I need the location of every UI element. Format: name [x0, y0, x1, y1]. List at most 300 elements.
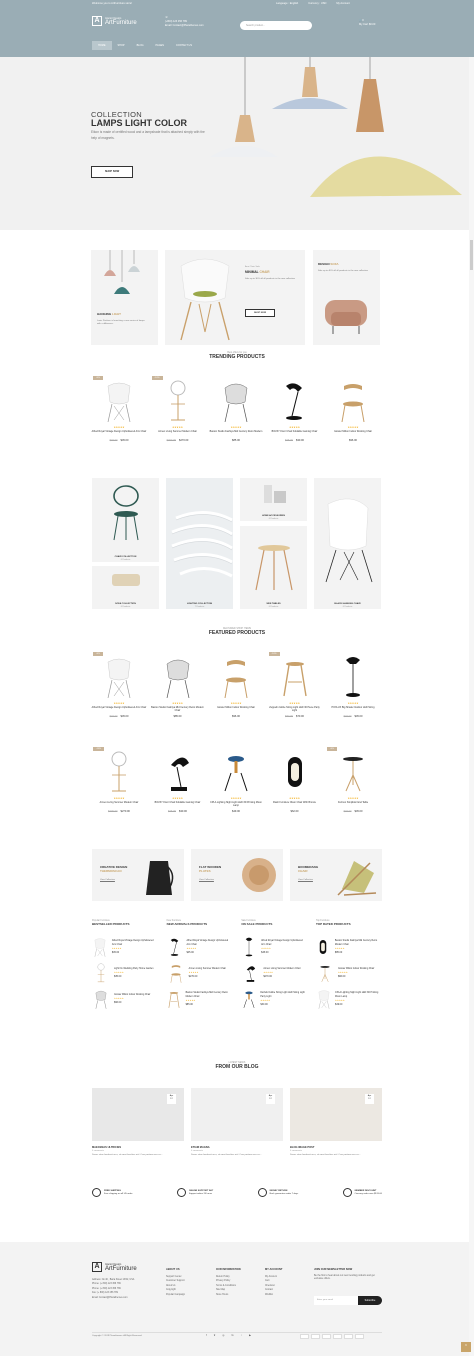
footer-heading: MY ACCOUNT: [265, 1268, 283, 1271]
google-plus-icon[interactable]: G: [231, 1334, 234, 1337]
list-item[interactable]: [241, 986, 307, 1012]
footer-link[interactable]: Terms & Conditions: [216, 1284, 236, 1287]
list-item-text: [261, 940, 307, 953]
sale-badge: -5%: [93, 376, 103, 380]
product-name[interactable]: Darbold Globe String Light LED String Light Party Light: [260, 992, 305, 998]
product-name[interactable]: Alfred Royal Vintage Design Upholstered Arm Chair: [91, 430, 147, 433]
blog-date: [365, 1094, 374, 1104]
product-image[interactable]: [91, 747, 147, 793]
product-card[interactable]: [91, 747, 147, 813]
footer-link[interactable]: Support Center: [166, 1276, 182, 1278]
blog-date-month: Apr: [169, 1095, 174, 1097]
discount-icon: [343, 1188, 352, 1197]
list-subtitle: Sale Furniture: [241, 920, 256, 922]
newsletter-desc: Be the first to hear about our new trending products and get exclusive offers.: [314, 1275, 375, 1281]
product-name[interactable]: Armen Living Summer Modern Chair: [188, 967, 226, 970]
rating-stars-icon: ★★★★★: [113, 426, 125, 429]
blog-title[interactable]: MAECENAS ULTRICIES: [92, 1146, 122, 1149]
footer-contact: [92, 1278, 157, 1300]
back-to-top-icon[interactable]: ⌃: [461, 1342, 471, 1352]
category-sofa[interactable]: [92, 566, 159, 609]
blog-image[interactable]: [191, 1088, 283, 1141]
list-title: BESTSELLER PRODUCTS: [92, 922, 130, 926]
product-name[interactable]: BOVZY Floor Chair Foldable Gaming Chair: [271, 430, 318, 433]
header-email: Email: Contact@Plazathemes.com: [165, 24, 204, 27]
rating-stars-icon: ★★★★★: [263, 972, 274, 975]
featured-header: [0, 627, 474, 636]
sofa-image: [110, 572, 142, 590]
phone-icon: ☏: [165, 16, 169, 19]
service-item: [177, 1188, 213, 1197]
footer-link[interactable]: Checkout: [265, 1284, 275, 1287]
banner-hanging-light[interactable]: [91, 250, 158, 345]
amex-icon: [344, 1334, 353, 1339]
product-image[interactable]: [208, 376, 264, 422]
product-card[interactable]: [91, 376, 147, 442]
footer-link[interactable]: Site Map: [216, 1289, 226, 1292]
blog-title[interactable]: BLOG IMAGE POST: [290, 1146, 315, 1149]
rating-stars-icon: ★★★★★: [230, 702, 242, 705]
product-thumbnail[interactable]: [167, 938, 183, 956]
category-label: SIDE TABLES: [266, 603, 281, 605]
product-image[interactable]: [208, 747, 264, 793]
list-item[interactable]: [92, 960, 158, 986]
product-price: $49.00: [232, 810, 240, 813]
top-bar: [0, 0, 474, 7]
product-thumbnail[interactable]: [241, 964, 259, 982]
logo-icon: A: [92, 1262, 102, 1272]
product-card[interactable]: [91, 652, 147, 718]
blog-subtitle: LATEST NEWS: [228, 1061, 246, 1064]
category-count: 7 Products: [194, 606, 205, 608]
product-name[interactable]: Zeppelin Globe String Light LED 30 Piece Party Light: [269, 706, 320, 713]
promo-plates[interactable]: [191, 849, 283, 901]
list-item[interactable]: [167, 934, 233, 960]
category-label: CHAIR COLLECTION: [114, 556, 137, 558]
product-name[interactable]: Gioster Milton Indoor Rocking Chair: [114, 993, 151, 996]
footer-link[interactable]: Cart: [265, 1280, 270, 1283]
logo-text: ArtFurniture: [105, 1265, 137, 1272]
footer-phone: Phone: (+ 800) 123 456 789: [92, 1283, 121, 1286]
footer-link[interactable]: About Us: [166, 1284, 176, 1287]
list-item-text: [186, 992, 233, 1005]
rating-stars-icon: ★★★★★: [114, 998, 124, 1001]
product-price-row: [91, 715, 147, 718]
discover-icon: [333, 1334, 342, 1339]
list-header: [316, 920, 382, 926]
hero-desc: Eikon is made of certified wood and a lampshade that is attached simply with the help of magnets.: [91, 130, 205, 140]
product-image[interactable]: [325, 652, 381, 698]
facebook-icon[interactable]: f: [206, 1334, 207, 1337]
product-price: $30.00: [260, 1002, 268, 1006]
side-table-image: [250, 536, 298, 592]
blog-image[interactable]: [290, 1088, 382, 1141]
cart[interactable]: [359, 19, 375, 26]
blog-post[interactable]: [191, 1088, 283, 1157]
chair-image: [322, 494, 374, 584]
product-price: $96.00: [232, 715, 240, 718]
banner-right-desc: Sale up to 40% off all products in the new collection: [318, 270, 368, 272]
welcome-text: Welcome you to ArtFurniture store!: [92, 2, 133, 5]
banner-minimal-chair[interactable]: [165, 250, 305, 345]
banner-left-title: HANGING LIGHT: [97, 312, 122, 316]
list-item-text: [112, 940, 158, 953]
twitter-icon[interactable]: ♥: [213, 1334, 216, 1337]
product-name[interactable]: Alfred Royal Vintage Design Upholstered Arm Chair: [111, 940, 154, 946]
paypal-icon: [300, 1334, 309, 1339]
rating-stars-icon: ★★★★★: [289, 426, 300, 429]
product-card[interactable]: [150, 747, 206, 813]
trending-subtitle: Best offers for you: [227, 351, 247, 354]
footer-about: [166, 1268, 185, 1297]
list-item[interactable]: [167, 960, 233, 986]
product-name[interactable]: Gioster Milton Indoor Rocking Chair: [334, 430, 372, 433]
product-card[interactable]: [325, 747, 381, 813]
services-bar: [92, 1188, 382, 1197]
footer: [0, 1242, 474, 1356]
product-price-row: [91, 439, 147, 442]
old-price: $35.00: [168, 810, 176, 813]
blog-title: FROM OUR BLOG: [215, 1064, 259, 1070]
rating-stars-icon: ★★★★★: [188, 972, 199, 975]
nav-home[interactable]: HOME: [92, 41, 112, 50]
product-image[interactable]: [150, 652, 206, 698]
promo-title: CREATIVE DESIGN THERMOSCAN: [100, 865, 128, 873]
product-thumbnail[interactable]: [167, 990, 182, 1008]
product-card[interactable]: [150, 652, 206, 718]
product-thumbnail[interactable]: [241, 938, 257, 956]
product-name[interactable]: POXLUX Big Shade Outdoor LED String: [331, 706, 375, 709]
product-price: $45.00: [261, 950, 269, 954]
product-thumbnail[interactable]: [241, 990, 256, 1008]
product-image[interactable]: [325, 376, 381, 422]
product-thumbnail[interactable]: [92, 990, 110, 1008]
lamp-shade-image: [166, 498, 233, 588]
product-card[interactable]: [150, 376, 206, 442]
product-price: $45.00: [120, 715, 129, 718]
logo-text: ArtFurniture: [105, 19, 137, 26]
search-icon[interactable]: ⌕: [304, 23, 307, 28]
footer-link[interactable]: My Account: [265, 1276, 277, 1278]
product-card[interactable]: [325, 376, 381, 442]
list-item[interactable]: [316, 986, 382, 1012]
currency-selector[interactable]: Currency : USD: [308, 2, 327, 5]
featured-products-row-1: [91, 652, 381, 718]
sale-badge: -10%: [152, 376, 163, 380]
footer-link[interactable]: Contact: [265, 1289, 273, 1292]
footer-link[interactable]: Privacy Policy: [216, 1280, 231, 1283]
banner-right-title: DESIGN SOFA: [318, 262, 339, 266]
payment-icons: [300, 1334, 364, 1339]
blog-date-month: Apr: [367, 1095, 372, 1097]
list-item-text: [263, 968, 300, 978]
product-name[interactable]: Baxton Studio Fashiya Mid Century Retro Modern Chair: [334, 940, 378, 946]
list-subtitle: New Furniture: [166, 920, 182, 922]
product-price: $270.00: [179, 439, 189, 442]
old-price: $80.00: [285, 715, 293, 718]
product-price: $96.00: [114, 1001, 122, 1005]
product-card[interactable]: [267, 376, 323, 442]
product-price: $45.00: [354, 715, 363, 718]
product-image[interactable]: [267, 376, 323, 422]
product-card[interactable]: [208, 652, 264, 718]
list-item[interactable]: [167, 986, 233, 1012]
product-price: $62.00: [290, 810, 299, 813]
category-label: BLACK HANGING CHAIR: [334, 603, 361, 605]
newsletter-email-input[interactable]: Enter your email: [314, 1296, 358, 1305]
header-phone: (+800) 123 456 789: [165, 20, 187, 23]
product-price: $85.00: [185, 1002, 193, 1006]
sale-badge: -10%: [269, 652, 280, 656]
hero-subtitle: COLLECTION: [91, 110, 142, 119]
rating-stars-icon: ★★★★★: [186, 947, 197, 950]
product-card[interactable]: [208, 376, 264, 442]
sale-badge: -5%: [327, 747, 337, 751]
category-label: SOFA COLLECTION: [115, 603, 136, 605]
product-thumbnail[interactable]: [167, 964, 185, 982]
list-item[interactable]: [92, 986, 158, 1012]
service-text: [104, 1190, 132, 1196]
banner-shop-now-button[interactable]: SHOP NOW: [245, 309, 275, 317]
product-list-column: [241, 920, 307, 1012]
trending-header: [0, 351, 474, 360]
list-item[interactable]: [92, 934, 158, 960]
product-image[interactable]: [91, 652, 147, 698]
product-card[interactable]: [325, 652, 381, 718]
old-price: $46.00: [109, 715, 118, 718]
newsletter-title: JOIN OUR NEWSLETTER NOW: [314, 1268, 353, 1271]
product-card[interactable]: [267, 652, 323, 718]
category-count: 6 Products: [120, 559, 131, 561]
product-price-row: [150, 439, 206, 442]
nav-shop[interactable]: SHOP: [117, 44, 125, 47]
blog-excerpt: Donec vitae hendrerit arcu, sit amet faucibus nisl. Cras pretium arcu ex...: [191, 1154, 262, 1156]
nav-contact[interactable]: CONTACT US: [175, 44, 193, 47]
language-selector[interactable]: Language : English: [276, 2, 299, 5]
product-name[interactable]: Gioster Milton Indoor Rocking Chair: [337, 967, 375, 970]
footer-link[interactable]: Customer Support: [166, 1280, 185, 1283]
product-price-row: [91, 810, 147, 813]
category-hanging-chair[interactable]: [314, 478, 381, 609]
product-thumbnail[interactable]: [316, 990, 331, 1008]
footer-heading: OUR INFORMATION: [216, 1268, 241, 1271]
promo-link[interactable]: View Collection: [298, 879, 313, 881]
search-input[interactable]: Search product...: [240, 21, 312, 30]
product-name[interactable]: Gioster Milton Indoor Rocking Chair: [217, 706, 255, 709]
my-account-link[interactable]: My Account: [336, 2, 350, 5]
product-image[interactable]: [91, 376, 147, 422]
product-price-row: [208, 715, 264, 718]
product-name[interactable]: Armen Living Summer Modern Chair: [263, 967, 301, 970]
product-card[interactable]: [267, 747, 323, 813]
rating-stars-icon: ★★★★★: [335, 999, 345, 1002]
promo-link[interactable]: View Collection: [100, 879, 115, 881]
list-item-text: [114, 994, 150, 1004]
product-list-column: [92, 920, 158, 1012]
footer-logo[interactable]: [92, 1262, 137, 1272]
blog-date: [266, 1094, 275, 1104]
rating-stars-icon: ★★★★★: [172, 797, 183, 800]
promo-boomerang-chair[interactable]: [290, 849, 382, 901]
product-name[interactable]: Flash Furniture Olson Chair With Bronze: [272, 801, 317, 804]
service-desc: Onevery order over $120.00: [354, 1192, 382, 1195]
banner-design-sofa[interactable]: [313, 250, 380, 345]
rating-stars-icon: ★★★★★: [230, 797, 242, 800]
rating-stars-icon: ★★★★★: [347, 797, 359, 800]
product-name[interactable]: Baxton Studio Fashiya Mid Century Retro Modern Chair: [185, 992, 228, 998]
chair-image: [110, 482, 142, 542]
footer-address: Address: No 40 , Baria Street 133/2, USA: [92, 1279, 135, 1281]
product-thumbnail[interactable]: [316, 964, 334, 982]
visa-icon: [311, 1334, 320, 1339]
featured-subtitle: FEATURED SHOP ITEMS: [222, 627, 252, 630]
youtube-icon[interactable]: ▶: [249, 1334, 252, 1337]
hero-slider: [0, 57, 474, 230]
product-name[interactable]: CPLA Lighting Night Light LED 3D Printing Moon Lamp: [210, 801, 262, 808]
category-accessories[interactable]: [240, 478, 307, 521]
product-price-row: [150, 715, 206, 718]
product-image[interactable]: [150, 376, 206, 422]
boomerang-chair-image: [334, 853, 380, 899]
product-price: $49.00: [335, 1002, 343, 1006]
banner-left-desc: Louis Poulsen is launching a new series of lamps with a difference.: [97, 320, 145, 325]
product-thumbnail[interactable]: [92, 938, 108, 956]
product-image[interactable]: [267, 747, 323, 793]
footer-link[interactable]: Popular Campaign: [166, 1293, 186, 1296]
product-card[interactable]: [208, 747, 264, 813]
product-price: $96.00: [349, 439, 357, 442]
product-name[interactable]: Armen Living Summer Modern Chair: [158, 430, 197, 433]
scrollbar-thumb[interactable]: [470, 240, 473, 270]
subscribe-button[interactable]: Subscribe: [358, 1296, 382, 1305]
logo[interactable]: [92, 16, 137, 26]
service-item: [258, 1188, 299, 1197]
category-side-tables[interactable]: [240, 526, 307, 609]
product-thumbnail[interactable]: [316, 938, 331, 956]
rating-stars-icon: ★★★★★: [347, 702, 359, 705]
product-name[interactable]: BOVZY Floor Chair Foldable Gaming Chair: [154, 801, 201, 804]
blog-date: [167, 1094, 176, 1104]
list-item[interactable]: [241, 960, 307, 986]
product-name[interactable]: Light Fix Wedding Party Home Garden: [114, 967, 154, 970]
category-chair[interactable]: [92, 478, 159, 562]
list-item-text: [335, 940, 382, 953]
logo-icon: A: [92, 16, 102, 26]
footer-link[interactable]: Return Policy: [216, 1276, 230, 1278]
product-image[interactable]: [150, 747, 206, 793]
product-list-column: [167, 920, 233, 1012]
blog-post[interactable]: [92, 1088, 184, 1157]
rating-stars-icon: ★★★★★: [260, 999, 271, 1002]
banner-mid-title: MINIMAL CHAIR: [245, 270, 270, 274]
cart-total: $0.00: [368, 22, 376, 26]
footer-link[interactable]: Copyright: [166, 1289, 176, 1292]
old-price: $46.00: [109, 439, 118, 442]
product-name[interactable]: Alfred Royal Vintage Design Upholstered Arm Chair: [91, 706, 147, 709]
product-name[interactable]: Alfred Royal Vintage Design Upholstered Arm Chair: [186, 940, 229, 946]
blog-date-day: 12: [368, 1098, 371, 1100]
product-name[interactable]: Armen Living Summer Modern Chair: [99, 801, 139, 804]
headset-icon: [177, 1188, 186, 1197]
nav-blog[interactable]: BLOG: [136, 44, 144, 47]
truck-icon: [92, 1188, 101, 1197]
logo-tagline: Interior Design: [105, 1262, 122, 1266]
nav-pages[interactable]: PAGES: [155, 44, 164, 47]
sofa-image: [321, 294, 371, 339]
blog-post[interactable]: [290, 1088, 382, 1157]
list-header: [167, 920, 233, 926]
product-price: $85.00: [173, 715, 182, 718]
product-name[interactable]: Furinno Simplistic End Table: [337, 801, 369, 804]
footer-heading: ABOUT US: [166, 1268, 180, 1271]
service-title: ONLINE SUPPORT 24/7: [188, 1189, 214, 1192]
list-item[interactable]: [316, 934, 382, 960]
banner-mid-desc: Sale up to 30% off all products in the new collection: [245, 278, 295, 280]
rss-icon[interactable]: ◔: [240, 1334, 243, 1337]
list-item-text: [186, 940, 232, 953]
promo-title: FLAT WOODEN PLATES: [199, 865, 222, 873]
list-title: ON SALE PRODUCTS: [241, 922, 273, 926]
category-lighting[interactable]: [166, 478, 233, 609]
product-thumbnail[interactable]: [92, 964, 110, 982]
cart-label: My Cart: [359, 22, 369, 26]
promo-thermoscan[interactable]: [92, 849, 184, 901]
blog-image[interactable]: [92, 1088, 184, 1141]
product-name[interactable]: Alfred Royal Vintage Design Upholstered Arm Chair: [261, 940, 303, 946]
product-price-row: [325, 810, 381, 813]
blog-meta: 0 comments: [191, 1150, 203, 1152]
product-image[interactable]: [208, 652, 264, 698]
footer-link[interactable]: Store Hours: [216, 1293, 229, 1296]
instagram-icon[interactable]: ◎: [222, 1334, 225, 1337]
blog-date-day: 12: [170, 1098, 173, 1100]
blog-posts: [92, 1088, 382, 1157]
footer-account: [265, 1268, 282, 1297]
service-desc: Support online 24 hours: [188, 1192, 213, 1195]
rating-stars-icon: ★★★★★: [172, 702, 183, 705]
product-name[interactable]: CPLA Lighting Night Light LED 3D Printing Moon Lamp: [335, 992, 379, 998]
list-item[interactable]: [241, 934, 307, 960]
footer-fax: Fax: (+ 800) 123 456 789: [92, 1292, 118, 1295]
promo-title: BOOMERANG CHAIR: [298, 865, 319, 873]
product-image[interactable]: [325, 747, 381, 793]
blog-header: [0, 1061, 474, 1070]
product-image[interactable]: [267, 652, 323, 698]
product-price-row: [267, 715, 323, 718]
product-name[interactable]: Baxton Studio Fashiya Mid Century Retro Modern Chair: [151, 706, 204, 713]
shop-now-button[interactable]: SHOP NOW: [91, 166, 133, 178]
list-header: [92, 920, 158, 926]
sale-badge: -5%: [93, 652, 103, 656]
list-item-text: [338, 968, 374, 978]
logo-tagline: Interior Design: [105, 16, 122, 20]
blog-meta: 0 comments: [92, 1150, 104, 1152]
list-item-text: [260, 992, 307, 1005]
list-header: [241, 920, 307, 926]
blog-title[interactable]: ETIAM MAGNA: [191, 1146, 210, 1149]
list-item[interactable]: [316, 960, 382, 986]
footer-newsletter: [314, 1268, 382, 1281]
rating-stars-icon: ★★★★★: [172, 426, 183, 429]
footer-divider: [92, 1332, 382, 1333]
category-label: LIGHTING COLLECTION: [186, 603, 213, 605]
product-name[interactable]: Baxton Studio Fashiya Mid Century Retro Modern: [209, 430, 263, 433]
product-price-row: [208, 810, 264, 813]
list-title: TOP RATED PRODUCTS: [315, 922, 351, 926]
footer-link[interactable]: Wishlist: [265, 1293, 273, 1296]
blog-excerpt: Donec vitae hendrerit arcu, sit amet faucibus nisl. Cras pretium arcu ex...: [290, 1154, 361, 1156]
promo-link[interactable]: View Collection: [199, 879, 214, 881]
